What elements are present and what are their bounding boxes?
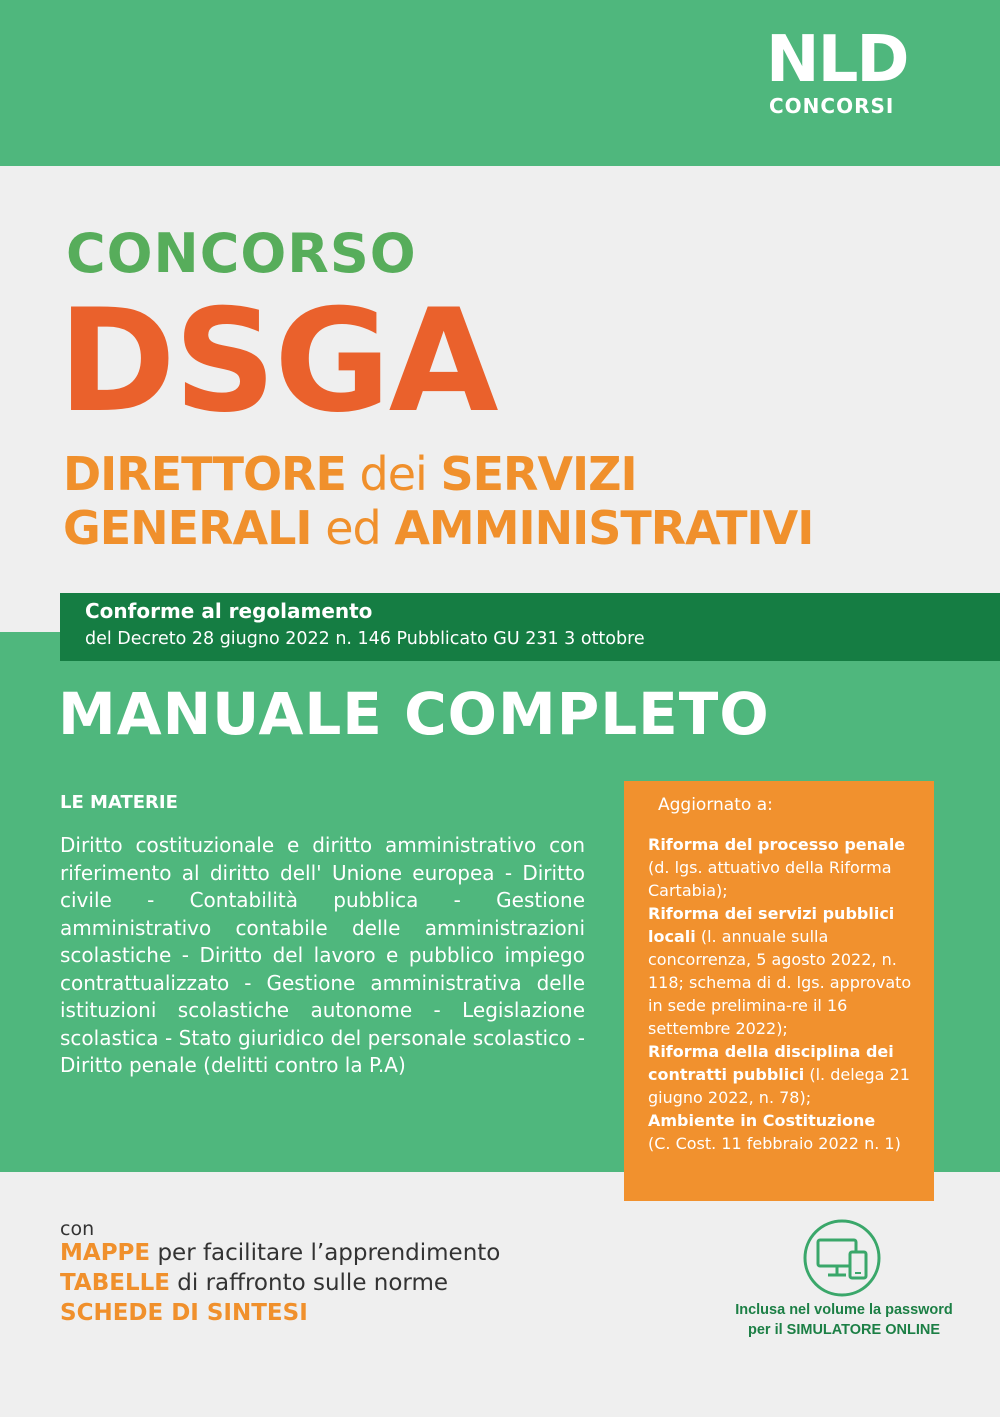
manual-title: MANUALE COMPLETO bbox=[58, 680, 770, 748]
feature-keyword: SCHEDE DI SINTESI bbox=[60, 1300, 308, 1326]
feature-keyword: TABELLE bbox=[60, 1270, 170, 1296]
feature-line bbox=[60, 1298, 308, 1328]
update-title: Riforma della disciplina dei contratti pubblici bbox=[648, 1042, 894, 1084]
subtitle-line-2 bbox=[63, 500, 813, 556]
subtitle-word: SERVIZI bbox=[440, 447, 637, 501]
conformity-title: Conforme al regolamento bbox=[85, 599, 373, 623]
feature-line bbox=[60, 1238, 500, 1268]
simulator-note-line: Inclusa nel volume la password bbox=[735, 1302, 953, 1318]
update-title: Riforma del processo penale bbox=[648, 835, 906, 854]
subjects-heading: LE MATERIE bbox=[60, 792, 178, 813]
logo-subtitle: CONCORSI bbox=[769, 94, 895, 118]
feature-line bbox=[60, 1268, 448, 1298]
publisher-logo bbox=[766, 23, 908, 128]
computer-phone-icon bbox=[802, 1218, 882, 1298]
update-detail: (d. lgs. attuativo della Riforma Cartabia); bbox=[648, 858, 892, 900]
feature-keyword: MAPPE bbox=[60, 1240, 151, 1266]
logo-mark: NLD bbox=[766, 23, 908, 97]
updates-label: Aggiornato a: bbox=[658, 795, 773, 815]
updates-list bbox=[648, 833, 924, 1155]
simulator-note bbox=[724, 1300, 964, 1340]
simulator-note-line: per il SIMULATORE ONLINE bbox=[747, 1322, 940, 1338]
update-detail: (C. Cost. 11 febbraio 2022 n. 1) bbox=[648, 1134, 901, 1153]
feature-text: per facilitare l’apprendimento bbox=[157, 1240, 501, 1266]
update-detail: (l. delega 21 giugno 2022, n. 78); bbox=[648, 1065, 910, 1107]
extras-intro: con bbox=[60, 1218, 95, 1240]
cover-kicker: CONCORSO bbox=[66, 222, 417, 285]
conformity-text: del Decreto 28 giugno 2022 n. 146 Pubblicato GU 231 3 ottobre bbox=[85, 629, 645, 649]
updates-box bbox=[624, 781, 934, 1201]
subtitle-word: GENERALI bbox=[63, 501, 312, 555]
feature-text: di raffronto sulle norme bbox=[177, 1270, 449, 1296]
subjects-text: Diritto costituzionale e diritto amministrativo con riferimento al diritto dell' Unione europea - Diritto civile - Contabilità pubblica - Gestione amministrativo contabile delle amministrazioni scolastiche - Diritto del lavoro e pubblico impiego contrattualizzato - Gestione amministrativa delle istituzioni scolastiche autonome - Legislazione scolastica - Stato giuridico del personale scolastico - Diritto penale (delitti contro la P.A) bbox=[60, 833, 585, 1077]
cover-title-acronym: DSGA bbox=[58, 279, 497, 444]
update-detail: (l. annuale sulla concorrenza, 5 agosto 2022, n. 118; schema di d. lgs. approvato in sede prelimina-re il 16 settembre 2022); bbox=[648, 927, 912, 1038]
update-title: Riforma dei servizi pubblici locali bbox=[648, 904, 895, 946]
subtitle-line-1 bbox=[63, 446, 637, 502]
subtitle-word: dei bbox=[359, 447, 427, 501]
subtitle-word: AMMINISTRATIVI bbox=[394, 501, 814, 555]
update-title: Ambiente in Costituzione bbox=[648, 1111, 876, 1130]
subtitle-word: DIRETTORE bbox=[63, 447, 346, 501]
subtitle-word: ed bbox=[325, 501, 381, 555]
